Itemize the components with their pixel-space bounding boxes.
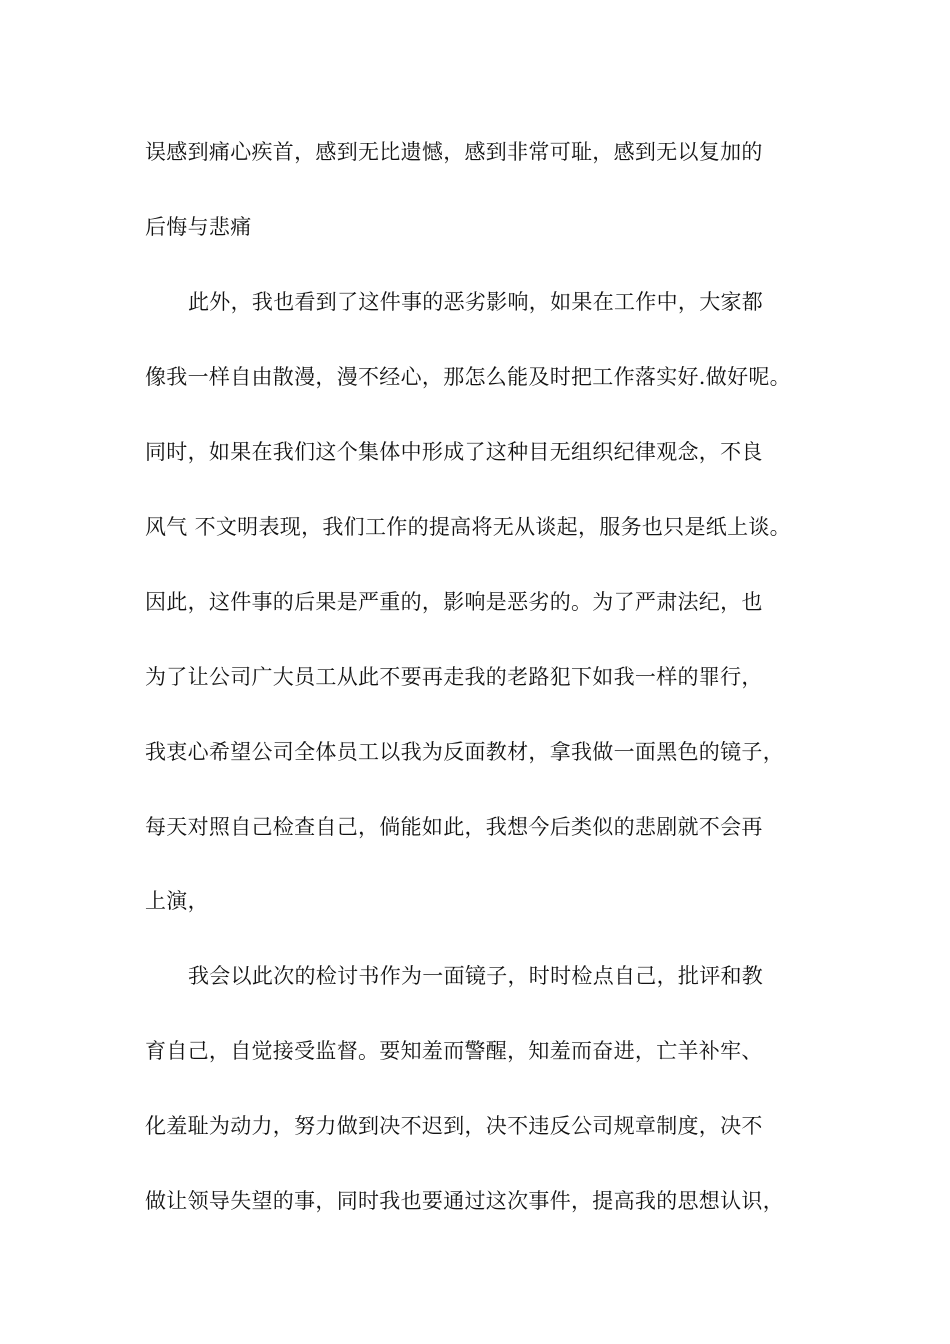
text-line: 上演， [145,889,209,913]
text-line: 像我一样自由散漫，漫不经心，那怎么能及时把工作落实好.做好呢。 [145,365,791,389]
text-line: 化羞耻为动力，努力做到决不迟到，决不违反公司规章制度，决不 [145,1114,763,1138]
text-line: 后悔与悲痛 [145,215,252,239]
text-line: 为了让公司广大员工从此不要再走我的老路犯下如我一样的罪行， [145,665,763,689]
text-line: 风气 不文明表现，我们工作的提高将无从谈起，服务也只是纸上谈。 [145,515,791,539]
text-line: 我衷心希望公司全体员工以我为反面教材，拿我做一面黑色的镜子， [145,740,784,764]
text-line: 因此，这件事的后果是严重的，影响是恶劣的。为了严肃法纪，也 [145,590,763,614]
text-line: 做让领导失望的事，同时我也要通过这次事件，提高我的思想认识， [145,1189,784,1213]
text-line: 误感到痛心疾首，感到无比遗憾，感到非常可耻，感到无以复加的 [145,140,763,164]
text-line: 育自己，自觉接受监督。要知羞而警醒，知羞而奋进，亡羊补牢、 [145,1039,763,1063]
paragraph-start-line: 我会以此次的检讨书作为一面镜子，时时检点自己，批评和教 [188,964,764,988]
text-line: 同时，如果在我们这个集体中形成了这种目无组织纪律观念，不良 [145,440,763,464]
text-line: 每天对照自己检查自己，倘能如此，我想今后类似的悲剧就不会再 [145,815,763,839]
paragraph-start-line: 此外，我也看到了这件事的恶劣影响，如果在工作中，大家都 [188,290,764,314]
